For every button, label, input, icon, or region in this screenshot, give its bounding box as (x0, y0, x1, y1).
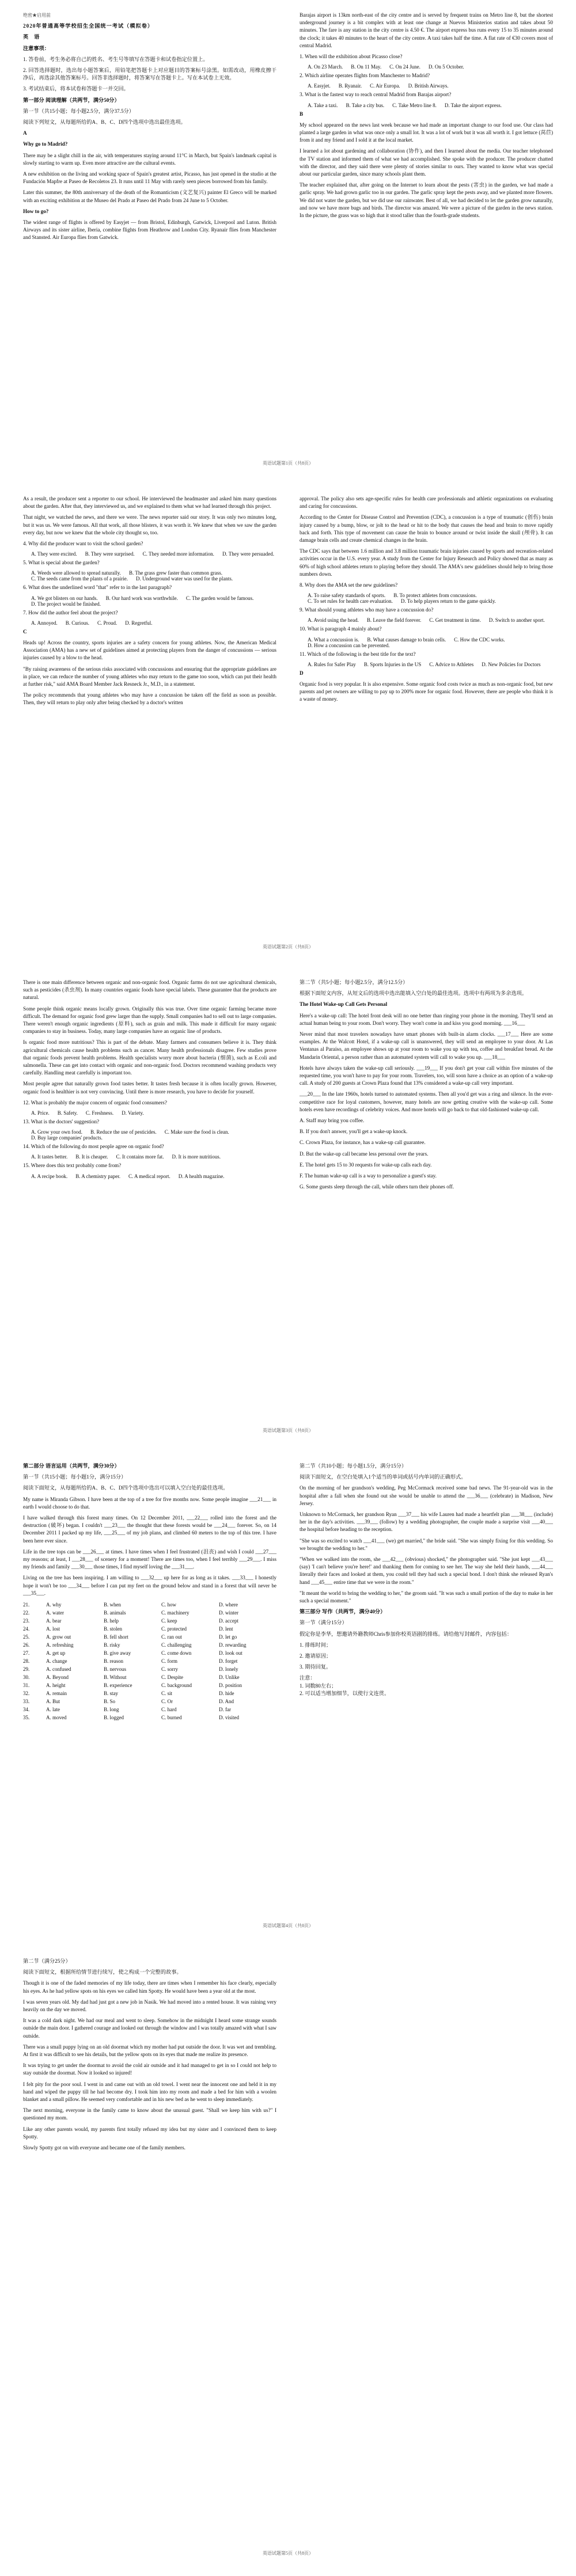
part2-sec2-instruction: 阅读下面短文，在空白处填入1个适当的单词或括号内单词的正确形式。 (300, 1474, 467, 1480)
page3-col-right (300, 979, 553, 1439)
passage-d-p3: Some people think organic means locally grown. Originally this was true. Over time organic farming became more difficult. The demand for organic food grew larger than the supply. Small companies had to sell out to large companies. There weren't enough organic ingredients (原料), such as grain and milk. This made it difficult for many organic companies to stay in business. Today, many large companies have an organic line of products. (23, 1005, 276, 1035)
cloze-number: 22. (23, 1610, 30, 1616)
option: A. A recipe book. (31, 1173, 68, 1179)
cloze-option-row (23, 1689, 276, 1697)
cloze-option: D. visited (219, 1715, 239, 1721)
cloze-number: 35. (23, 1715, 30, 1721)
writing-point-1: 1. 排练时间； (300, 1642, 332, 1648)
option: A. We got blisters on our hands. (31, 595, 98, 601)
option: A. Price. (31, 1110, 50, 1116)
cloze-option: D. where (219, 1602, 238, 1608)
cloze-option: C. how (161, 1602, 177, 1608)
page5-col-left (23, 1958, 276, 2562)
note-3: 3. 考试结束后，将本试卷和答题卡一并交回。 (23, 86, 129, 92)
writing-point-3: 3. 期待回复。 (300, 1664, 332, 1670)
passage-a-p3: Later this summer, the 80th anniversary of the death of the Romanticism (文艺复兴) painter El Greco will be marked with an exciting exhibition at the Museo del Prado at Paseo del Prado from 24 June to 5 October. (23, 189, 276, 203)
cloze-option: A. get up (46, 1650, 66, 1656)
question-4-options (31, 551, 276, 557)
subject-title: 英语 (23, 34, 46, 40)
story-p4: There was a small puppy lying on an old doormat which my mother had put outside the door. It was wet and trembling. At first it was difficult to see his details, but the yellow spots on its eyes that made me realize its presence. (23, 2043, 276, 2058)
option: D. Underground water was used for the plants. (136, 576, 233, 582)
cloze-option: B. stolen (104, 1626, 123, 1632)
cloze-number: 33. (23, 1699, 30, 1705)
cloze-option-row (23, 1601, 276, 1609)
cloze-option: C. protected (161, 1626, 187, 1632)
cloze-option: D. winter (219, 1610, 238, 1616)
writing-point-2: 2. 邀请原因； (300, 1653, 332, 1659)
option: C. Advice to Athletes (429, 661, 474, 667)
option: C. Proud. (97, 620, 118, 626)
option: C. Take Metro line 8. (392, 102, 437, 108)
passage-b-p3: The teacher explained that, after going on the Internet to learn about the pests (害虫) in the garden, we had made a garlic spray. We had grown garlic too in our garden. The garlic spray kept the pests away, and we planted more flowers. We did not water the garden, but we did use our rainwater. Best of all, we had decided to let the garden grow naturally, and now we have more bugs and birds. The director was amazed. We were a picture of the garden in the news station. In the picture, the grass was so high that it stood taller than the fourth-grade students. (300, 182, 553, 219)
option: B. To protect athletes from concussions. (393, 592, 477, 599)
option: D. Switch to another sport. (488, 617, 545, 624)
cloze-option: C. sorry (161, 1666, 178, 1673)
option: B. Sports Injuries in the US (363, 661, 422, 667)
option: A. What a concussion is. (308, 636, 359, 643)
page-footer: 英语试题第3页（共8页） (263, 1428, 313, 1433)
cloze-number: 28. (23, 1658, 30, 1665)
page-5 (23, 1958, 553, 2562)
question-5-options (31, 570, 276, 582)
option: A. They were excited. (31, 551, 77, 557)
option: B. Safety. (57, 1110, 78, 1116)
cloze-option: D. let go (219, 1634, 237, 1640)
cloze-option: A. change (46, 1658, 67, 1665)
passage-b-p1: My school appeared on the news last week because we had made an important change to our food use. Our class had planted a large garden in what was once only a small lot. It was a lot of work but it was all worth it. I got lettuce (莴苣) from it and my friend and I sold it at the local market. (300, 121, 553, 143)
cloze-option: B. help (104, 1618, 119, 1624)
question-9: 9. What should young athletes who may have a concussion do? (300, 607, 434, 613)
story-p5: It was trying to get under the doormat to avoid the cold air outside and it had managed to get in so I could not help to stay outside the doormat. Now it looked so injured! (23, 2062, 276, 2076)
option: A. Weeds were allowed to spread naturally. (31, 570, 121, 576)
cloze-option: C. sit (161, 1690, 173, 1697)
question-4: 4. Why did the producer want to visit the school garden? (23, 541, 143, 547)
story-p2: I was seven years old. My dad had just got a new job in Nasik. We had moved into a rented house. It was raining very heavily on the day we moved. (23, 1999, 276, 2013)
cloze-number: 25. (23, 1634, 30, 1640)
cloze-p2: I have walked through this forest many times. On 12 December 2011, ___22___ rolled into the forest and the destruction (破坏) began. I couldn't ___23___ the thought that these forests would be ___24___ forever. So, on 14 December 2011 I packed up my life, ___25___ of my job plans, and climbed 60 meters to the top of this tree. I have been here ever since. (23, 1515, 276, 1544)
option: C. A medical report. (128, 1173, 170, 1179)
part3-title: 第三部分 写作（共两节，满分40分） (300, 1609, 386, 1615)
question-11: 11. Which of the following is the best title for the text? (300, 651, 416, 657)
cloze-option: B. fell short (104, 1634, 128, 1640)
question-6-options (31, 595, 276, 607)
cloze-p3: Life in the tree tops can be ___26___ at times. I have times when I feel frustrated (沮丧) and wish I could ___27___ my reasons; at least, I ___28___ of scenery for a moment! There are times too, when I feel terribly ___29___. I miss my friends and family ___30___ those times, I find myself loving the ___31___. (23, 1548, 276, 1570)
option-e: E. The hotel gets 15 to 30 requests for wake-up calls each day. (300, 1161, 432, 1168)
option: C. Get treatment in time. (429, 617, 481, 624)
writing-notes: 注意： 1. 词数80左右； 2. 可以适当增加细节，以使行文连贯。 (300, 1675, 390, 1696)
cloze-option: D. And (219, 1699, 234, 1705)
cloze-option: C. Or (161, 1699, 173, 1705)
fill-p2: Unknown to McCormack, her grandson Ryan ___37___ his wife Lauren had made a heartfelt plan ___38___ (include) her in the day's activities. ___39___ (follow) by a wedding photographer, the couple made a surprise visit ___40___ the hospital before heading to the reception. (300, 1511, 553, 1533)
passage-b-p4: As a result, the producer sent a reporter to our school. He interviewed the headmaster and asked him many questions about the garden. After that, they interviewed us, and we explained to them what we had learned through this project. (23, 496, 276, 510)
passage-c-p1: Heads up! Across the country, sports injuries are a safety concern for young athletes. Now, the American Medical Association (AMA) has a new set of guidelines aimed at protecting players from the danger of concussions — serious injuries caused by a blow to the head. (23, 640, 276, 661)
notes-title: 注意事项： (23, 45, 50, 51)
question-6: 6. What does the underlined word "that" refer to in the last paragraph? (23, 584, 172, 591)
story-p7: The next morning, everyone in the family came to know about the unusual guest. "Shall we keep him with us?" I questioned my mom. (23, 2107, 276, 2121)
page-footer: 英语试题第2页（共8页） (263, 944, 313, 949)
cloze-option-row (23, 1697, 276, 1705)
cloze-number: 32. (23, 1690, 30, 1697)
story-p1: Though it is one of the faded memories of my life today, there are times when I remember his face clearly, especially his eyes. As he had yellow spots on his eyes we called him Spotty. He would have been a year old at the most. (23, 1980, 276, 1994)
option-c: C. Crown Plaza, for instance, has a wake-up call guarantee. (300, 1139, 426, 1146)
page-4 (23, 1462, 553, 1935)
option: D. On 5 October. (428, 64, 464, 70)
page4-col-right (300, 1462, 553, 1935)
option-d: D. But the wake-up call became less personal over the years. (300, 1150, 429, 1157)
option: B. A chemistry paper. (75, 1173, 120, 1179)
fill-p1: On the morning of her grandson's wedding, Peg McCormack received some bad news. The 91-year-old was in the hospital after a fall when she found out she would be unable to attend the ___36___ (celebrate) in Madison, New Jersey. (300, 1485, 553, 1506)
passage-d-p4: Is organic food more nutritious? This is part of the debate. Many farmers and consumers believe it is. They think agricultural chemicals cause health problems such as cancer. Many health professionals disagree. Few studies prove that organic foods prevent health problems. Health specialists worry more about bacteria (细菌), such as E.coli and salmonella. These can get into contact with organic and non-organic food. Doctors recommend washing products very carefully. Handling meat carefully is important too. (23, 1039, 276, 1076)
question-3: 3. What is the fastest way to reach central Madrid from Barajas airport? (300, 92, 452, 98)
cloze-option: D. accept (219, 1618, 238, 1624)
cloze-number: 31. (23, 1682, 30, 1689)
note-1: 1. 答卷前，考生务必将自己的姓名、考生号等填写在答题卡和试卷指定位置上。 (23, 56, 209, 62)
part3-sec2-title: 第二节（满分25分） (23, 1958, 71, 1964)
option: D. British Airways. (408, 83, 449, 89)
passage-c-p2: "By raising awareness of the serious risks associated with concussions and ensuring that the appropriate guidelines are in place, we can reduce the number of young athletes who may return to the game too soon, which can put their health at further risk," said AMA Board Member Jack Resneck Jr., M.D., in a statement. (23, 666, 276, 687)
option: B. Leave the field forever. (366, 617, 422, 624)
cloze-option-row (23, 1633, 276, 1641)
option: A. Annoyed. (31, 620, 58, 626)
option: A. Take a taxi. (308, 102, 338, 108)
sec2-title: 第二节（共5小题；每小题2.5分，满分12.5分） (300, 979, 408, 985)
option: C. The seeds came from the plants of a prairie. (31, 576, 128, 582)
cloze-option: D. hide (219, 1690, 234, 1697)
sec1-instruction: 阅读下列短文，从每题所给的A、B、C、D四个选项中选出最佳选项。 (23, 119, 186, 126)
option: B. Reduce the use of pesticides. (90, 1129, 157, 1135)
cloze-option-row (23, 1625, 276, 1633)
question-13: 13. What is the doctors' suggestion? (23, 1119, 100, 1125)
passage-c-p4: approval. The policy also sets age-specific rules for health care professionals and athletic organizations on evaluating and caring for concussions. (300, 496, 553, 510)
cloze-option: A. grow out (46, 1634, 71, 1640)
page-footer: 英语试题第4页（共8页） (263, 1923, 313, 1928)
cloze-option: B. So (104, 1699, 116, 1705)
question-8-options (308, 592, 553, 604)
option: B. Ryanair. (338, 83, 362, 89)
passage-b-label: B (300, 111, 304, 117)
passage-c-p3: The policy recommends that young athletes who may have a concussion be taken off the field as soon as possible. Then, they will return to play only after being checked by a doctor's written (23, 692, 276, 706)
sec2-instruction: 根据下面短文内容，从短文后的选项中选出能填入空白处的最佳选项。选项中有两项为多余选项。 (300, 990, 528, 997)
option: D. Take the airport express. (444, 102, 502, 108)
passage-a-p1: There may be a slight chill in the air, with temperatures staying around 11°C in March, but Spain's landmark capital is slowly starting to warm up. Even more attractive are the cultural events. (23, 152, 276, 166)
option: B. Take a city bus. (346, 102, 385, 108)
passage-c-label: C (23, 628, 27, 634)
cloze-number: 34. (23, 1707, 30, 1713)
cloze-option: C. machinery (161, 1610, 190, 1616)
option: B. It is cheaper. (75, 1154, 108, 1160)
option: D. Variety. (122, 1110, 144, 1116)
option: B. Our hard work was worthwhile. (105, 595, 178, 601)
cloze-option-row (23, 1665, 276, 1673)
part2-sec1-instruction: 阅读下面短文，从每题所给的A、B、C、D四个选项中选出可以填入空白处的最佳选项。 (23, 1485, 229, 1491)
wakeup-p3: Hotels have always taken the wake-up call seriously. ___19___ If you don't get your call within five minutes of the requested time, you won't have to pay for your room. Travelers, too, will soon have a choice as an option of a wake-up call. A study of 200 guests at Crown Plaza found that 13% considered a wake-up call very important. (300, 1065, 553, 1086)
question-2: 2. Which airline operates flights from Manchester to Madrid? (300, 73, 430, 79)
option: A. To raise safety standards of sports. (308, 592, 386, 599)
cloze-option: B. long (104, 1707, 119, 1713)
page-footer: 英语试题第1页（共8页） (263, 461, 313, 466)
option: D. A health magazine. (178, 1173, 225, 1179)
cloze-option: B. Without (104, 1674, 127, 1681)
passage-c-p5: According to the Center for Disease Control and Prevention (CDC), a concussion is a type of traumatic (创伤) brain injury caused by a bump, blow, or jolt to the head or hit to the body that causes the head and brain to move rapidly back and forth. This type of movement can cause the brain to bounce around or twist inside the skull (颅骨). It can damage brain cells and create chemical changes in the brain. (300, 514, 553, 544)
cloze-option: B. stay (104, 1690, 119, 1697)
cloze-option: A. refreshing (46, 1642, 74, 1648)
passage-a-p6: Barajas airport is 13km north-east of the city centre and is served by frequent trains on Metro line 8, but the shortest underground journey is a bit complex with at least one change at Nuevos Ministerios station and takes about 50 minutes. The fare is any station in the city centre is 4.50 €. The airport express bus runs every 15 to 35 minutes around the clock; it takes 40 minutes to the heart of the city centre. A taxi takes half the time. A flat rate of €30 covers most of central Madrid. (300, 12, 553, 48)
page-1 (23, 12, 553, 472)
page3-col-left (23, 979, 276, 1439)
cloze-option-row (23, 1681, 276, 1689)
passage-a-label: A (23, 130, 27, 136)
passage-d-p5: Most people agree that naturally grown food tastes better. It tastes fresh because it is often locally grown. However, organic food is healthier is not very convincing. Until there is more research, you have to decide for yourself. (23, 1081, 276, 1095)
question-11-options (308, 662, 553, 667)
option: B. The grass grew faster than common grass. (128, 570, 223, 576)
option: D. New Policies for Doctors (482, 661, 541, 667)
cloze-number: 27. (23, 1650, 30, 1656)
part3-sec2-instruction: 阅读下面短文，根据所给情节进行续写，使之构成一个完整的故事。 (23, 1969, 182, 1975)
question-15: 15. Where does this text probably come from? (23, 1162, 122, 1169)
cloze-option: C. come down (161, 1650, 192, 1656)
note-2: 2. 回答选择题时，选出每小题答案后，用铅笔把答题卡上对应题目的答案标号涂黑。如需改动，用橡皮擦干净后，再选涂其他答案标号。回答非选择题时，将答案写在答题卡上。写在本试卷上无效。 (23, 67, 276, 81)
question-7-options (31, 620, 276, 626)
cloze-options-table (23, 1601, 276, 1722)
option: D. Regretful. (125, 620, 153, 626)
question-14-options (31, 1154, 276, 1160)
question-5: 5. What is special about the garden? (23, 560, 100, 566)
question-10: 10. What is paragraph 4 mainly about? (300, 626, 382, 632)
option: C. The garden would be famous. (185, 595, 254, 601)
question-14: 14. Which of the following do most people agree on organic food? (23, 1143, 164, 1150)
story-p9: Slowly Spotty got on with everyone and became one of the family members. (23, 2145, 185, 2151)
option: A. Grow your own food. (31, 1129, 82, 1135)
cloze-option: C. hard (161, 1707, 177, 1713)
option-g: G. Some guests sleep through the call, while others turn their phones off. (300, 1184, 454, 1190)
cloze-option: A. why (46, 1602, 62, 1608)
option: B. What causes damage to brain cells. (367, 636, 446, 643)
passage-d-label: D (300, 670, 304, 676)
cloze-option-row (23, 1641, 276, 1649)
option: C. How the CDC works. (454, 636, 505, 643)
cloze-option: C. ran out (161, 1634, 182, 1640)
option: D. It is more nutritious. (172, 1154, 221, 1160)
cloze-option-row (23, 1657, 276, 1665)
cloze-option: C. background (161, 1682, 192, 1689)
cloze-option: A. bear (46, 1618, 62, 1624)
question-3-options (308, 102, 553, 108)
passage-b-p2: I learned a lot about gardening and collaboration (协作), and then I learned about the media. Our teacher telephoned the TV station and informed them of what we had accomplished. She spoke with the producer. The producer chatted with the director, and they said there were plenty of stories similar to ours. They wanted to know what was special about our particular garden, since many schools plant them. (300, 148, 553, 177)
cloze-option: A. remain (46, 1690, 67, 1697)
cloze-option: B. logged (104, 1715, 124, 1721)
passage-a-subtitle: How to go? (23, 208, 49, 214)
cloze-option: A. But (46, 1699, 60, 1705)
cloze-option: B. animals (104, 1610, 126, 1616)
question-10-options (308, 637, 553, 648)
passage-a-p5: The widest range of flights is offered by Easyjet — from Bristol, Edinburgh, Gatwick, Liverpool and Luton. British Airways and its sister airline, Iberia, combine flights from Heathrow and London City. Ryanair flies from Manchester and Stansted. Air Europa flies from Gatwick. (23, 219, 276, 241)
cloze-option: B. nervous (104, 1666, 126, 1673)
page-2 (23, 495, 553, 956)
option: D. How a concussion can be prevented. (308, 642, 390, 648)
question-2-options (308, 83, 553, 89)
fill-p3: "She was so excited to watch ___41___ (we) get married," the bride said. "She was simply fixing for this wedding. So we brought the wedding to her." (300, 1537, 553, 1551)
option: C. To set rules for health care evaluation. (308, 598, 393, 605)
passage-b-p5: That night, we watched the news, and there we were. The news reporter said our story. It was only two minutes long, but it was us. We were famous. All that work, all those blisters, it was worth it. We knew that when we saw the garden every day, but now we knew that the whole city thought so, too. (23, 514, 276, 535)
question-1-options (308, 64, 553, 70)
question-8: 8. Why does the AMA set the new guidelines? (300, 582, 398, 588)
option: D. To help players return to the game quickly. (400, 598, 496, 605)
option: C. Make sure the food is clean. (164, 1129, 229, 1135)
part3-sec1-title: 第一节（满分15分） (300, 1620, 347, 1626)
cloze-option: B. reason (104, 1658, 123, 1665)
fill-p5: "It meant the world to bring the wedding to her," the groom said. "It was such a small portion of the day to make in her such a special moment." (300, 1590, 553, 1604)
cloze-option: C. keep (161, 1618, 177, 1624)
option: B. On 11 May. (351, 64, 382, 70)
part2-title: 第二部分 语言运用（共两节，满分30分） (23, 1463, 120, 1469)
option: A. Rules for Safer Play (308, 661, 356, 667)
passage-a-title: Why go to Madrid? (23, 141, 68, 147)
cloze-option: A. Beyond (46, 1674, 69, 1681)
cloze-p1: My name is Miranda Gibson. I have been at the top of a tree for five months now. Some people imagine ___21___ in earth I would choose to do that. (23, 1496, 276, 1510)
page2-col-left (23, 495, 276, 956)
cloze-number: 24. (23, 1626, 30, 1632)
question-1: 1. When will the exhibition about Picasso close? (300, 54, 403, 60)
cloze-option-row (23, 1609, 276, 1617)
option: C. Air Europa. (370, 83, 400, 89)
cloze-number: 21. (23, 1602, 30, 1608)
wakeup-p4: ___20___ In the late 1960s, hotels turned to automated systems. Then all you'd get was a ring and silence. In the ever-competitive race for loyal customers, however, many hotels are now getting creative with the wake-up call. Some hotels even have recordings of celebrity voices. And more hotels will go back to that old-fashioned wake-up call. (300, 1091, 553, 1112)
cloze-option: D. look out (219, 1650, 242, 1656)
cloze-option: C. form (161, 1658, 177, 1665)
story-p3: It was a cold dark night. We had our meal and went to sleep. Somehow in the midnight I heard some strange sounds outside the main door. I gathered courage and looked out through the window and I was totally amazed with what I saw outside. (23, 2018, 276, 2039)
question-15-options (31, 1173, 276, 1179)
option: D. Buy large companies' products. (31, 1135, 103, 1141)
cloze-option: A. moved (46, 1715, 67, 1721)
cloze-option: C. Despite (161, 1674, 183, 1681)
cloze-option: D. far (219, 1707, 231, 1713)
cloze-option: D. Unlike (219, 1674, 240, 1681)
option-f: F. The human wake-up call is a way to personalize a guest's stay. (300, 1173, 437, 1179)
option: C. On 24 June. (389, 64, 420, 70)
option: B. Curious. (65, 620, 90, 626)
page-footer: 英语试题第5页（共8页） (263, 2551, 313, 2556)
cloze-option-row (23, 1617, 276, 1625)
question-13-options (31, 1129, 276, 1141)
option: A. Avoid using the head. (308, 617, 359, 624)
option: D. The project would be finished. (31, 601, 101, 607)
cloze-option: B. risky (104, 1642, 120, 1648)
part2-sec2-title: 第二节（共10小题；每小题1.5分，满分15分） (300, 1463, 407, 1469)
wakeup-title: The Hotel Wake-up Call Gets Personal (300, 1001, 388, 1008)
cloze-option: D. rewarding (219, 1642, 247, 1648)
question-9-options (308, 617, 553, 623)
sec1-title: 第一节（共15小题；每小题2.5分，满分37.5分） (23, 108, 134, 114)
part1-title: 第一部分 阅读理解（共两节，满分50分） (23, 97, 120, 103)
cloze-option: D. position (219, 1682, 242, 1689)
page2-col-right (300, 495, 553, 956)
cloze-option: A. confused (46, 1666, 71, 1673)
writing-instruction: 假定你是李华，想邀请外籍教师Chris参加你校英语剧的排练。请给他写封邮件，内容包括： (300, 1631, 513, 1637)
option: C. It contains more fat. (116, 1154, 164, 1160)
option: C. They needed more information. (142, 551, 214, 557)
wakeup-p1: Here's a wake-up call: The hotel front desk will no one better than ringing your phone in the morning. They'll send an actual human being to your room. Don't worry. They won't come in and kiss you good morning. ___16___ (300, 1012, 553, 1026)
part2-sec1-title: 第一节（共15小题；每小题1分，满分15分） (23, 1474, 127, 1480)
cloze-option: B. when (104, 1602, 121, 1608)
cloze-number: 30. (23, 1674, 30, 1681)
story-p6: I felt pity for the poor soul. I went in and came out with an old towel. I went near the innocent one and held it in my hand and wiped the puppy till he had become dry. I took him into my room and made a bed for him with a woolen blanket and a small pillow. He seemed very comfortable and in his new bed as he went to sleep immediately. (23, 2081, 276, 2103)
fill-p4: "When we walked into the room, she ___42___ (obvious) shocked," the photographer said. "She just kept ___43___ (say) 'I can't believe you're here!' and thanking them for coming to see her. The way she held their hands, ___44___ literally their faces and looked at them, you could tell they had such a special bond. I don't think she released Ryan's hand ___45___ entire time that we were in the room." (300, 1556, 553, 1585)
question-12: 12. What is probably the major concern of organic food consumers? (23, 1099, 167, 1105)
story-p8: Like any other parents would, my parents first totally refused my idea but my sister and I convinced them to keep Spotty. (23, 2126, 276, 2140)
cloze-option: D. lent (219, 1626, 233, 1632)
cloze-number: 26. (23, 1642, 30, 1648)
cloze-option: A. lost (46, 1626, 60, 1632)
cloze-option: A. late (46, 1707, 60, 1713)
cloze-option-row (23, 1705, 276, 1713)
page1-col-right (300, 12, 553, 472)
cloze-number: 23. (23, 1618, 30, 1624)
cloze-number: 29. (23, 1666, 30, 1673)
option-b: B. If you don't answer, you'll get a wake-up knock. (300, 1129, 408, 1135)
cloze-option: B. experience (104, 1682, 132, 1689)
option: A. Easyjet. (308, 83, 331, 89)
cloze-option-row (23, 1673, 276, 1681)
cloze-option: A. water (46, 1610, 64, 1616)
option: C. Freshness. (85, 1110, 114, 1116)
header-tag: 绝密★启用前 (23, 13, 51, 18)
cloze-option: D. lonely (219, 1666, 238, 1673)
cloze-option: D. forget (219, 1658, 238, 1665)
cloze-option-row (23, 1713, 276, 1722)
option: B. They were surprised. (85, 551, 135, 557)
page4-col-left (23, 1462, 276, 1935)
passage-d-p2: There is one main difference between organic and non-organic food. Organic farms do not use agricultural chemicals, such as pesticides (杀虫剂). In many countries organic foods have special labels. These guarantee that the products are natural. (23, 979, 276, 1001)
question-7: 7. How did the author feel about the project? (23, 609, 118, 615)
passage-d-p1: Organic food is very popular. It is also expensive. Some organic food costs twice as much as non-organic food, but new parents and pet owners are willing to pay up to 200% more for organic food. However, there are people who think it is a waste of money. (300, 681, 553, 702)
question-12-options (31, 1110, 276, 1116)
cloze-option: B. give away (104, 1650, 131, 1656)
cloze-option-row (23, 1649, 276, 1657)
option: A. On 23 March. (308, 64, 343, 70)
option-a: A. Staff may bring you coffee. (300, 1118, 365, 1124)
cloze-option: A. height (46, 1682, 66, 1689)
cloze-p4: Living on the tree has been inspiring. I am willing to ___32___ up here for as long as it takes. ___33___ I honestly hope it won't be too ___34___ before I can put my feet on the ground below and stand in a forest that will never be ___35___. (23, 1575, 276, 1596)
cloze-option: C. burned (161, 1715, 182, 1721)
passage-a-p2: A new exhibition on the living and working space of Spain's greatest artist, Picasso, has just opened in the studio at the Fundación Mapfre at Paseo de Recoletos 23. It runs until 11 May with rarely seen pieces borrowed from his family. (23, 171, 276, 185)
option: A. It tastes better. (31, 1154, 68, 1160)
option: D. They were persuaded. (222, 551, 274, 557)
page1-col-left (23, 12, 276, 472)
exam-title: 2020年普通高等学校招生全国统一考试（模拟卷） (23, 23, 154, 29)
wakeup-p2: Never mind that most travelers nowadays have smart phones with built-in alarm clocks. ___17___ Here are some examples. At the Walcott Hotel, if a wake-up call is unanswered, they will send an employee to your door. At Las Ventanas al Paraíso, an employee shows up at your room to wake you up with tea, coffee and breakfast bread. At the Mandarin Oriental, a person rather than an automated system will call to wake you up. ___18___ (300, 1031, 553, 1060)
page-3 (23, 979, 553, 1439)
cloze-option: C. challenging (161, 1642, 192, 1648)
passage-c-p6: The CDC says that between 1.6 million and 3.8 million traumatic brain injuries caused by sports and recreation-related activities occur in the U.S. every year. A study from the Center for Injury Research and Policy showed that as many as 60% of high school athletes return to playing before they should. The AMA's new guidelines should help to bring those numbers down. (300, 548, 553, 577)
